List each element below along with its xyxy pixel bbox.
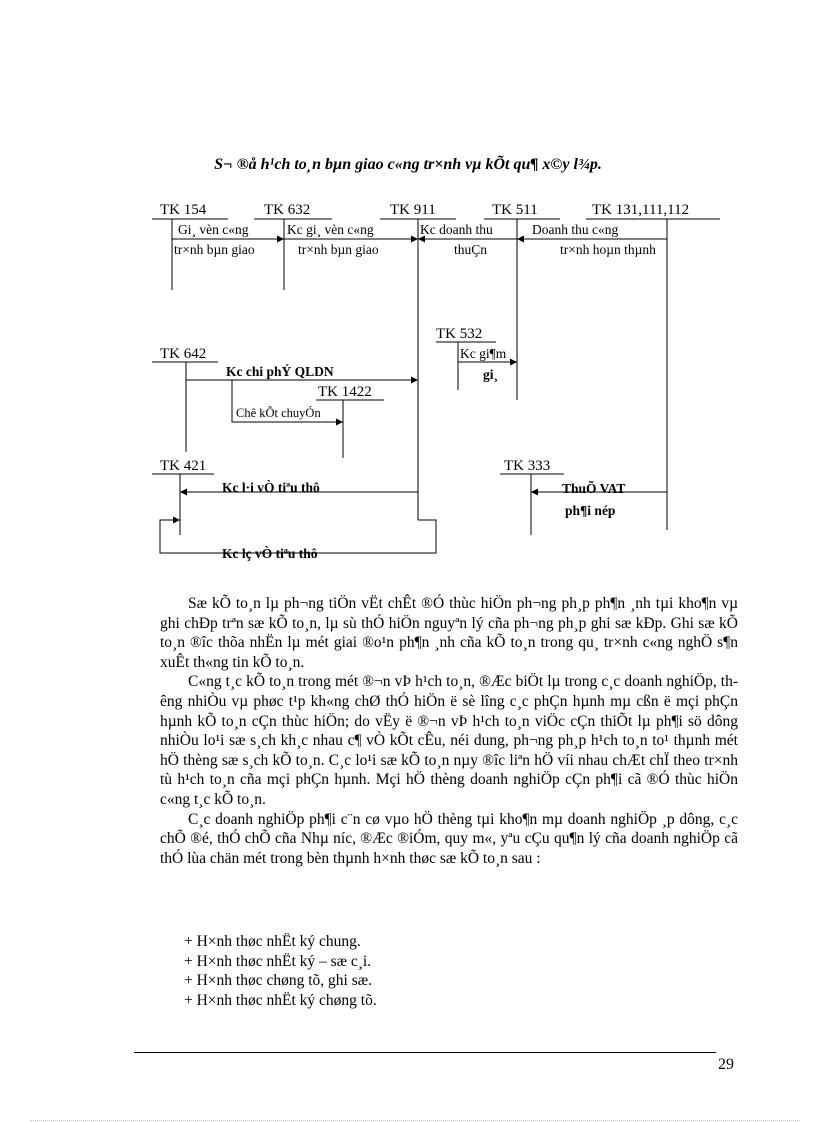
bookkeeping-form-list xyxy=(184,932,377,1010)
account-tk642: TK 642 xyxy=(160,346,207,362)
account-tk131: TK 131,111,112 xyxy=(592,202,690,218)
label-doanh-thu-1: Doanh thu c«ng xyxy=(532,222,619,237)
list-item: + H×nh thøc nhËt ký – sæ c¸i. xyxy=(184,952,372,970)
label-kc-doanh-thu-1: Kc doanh thu xyxy=(420,222,493,237)
account-tk911: TK 911 xyxy=(390,202,436,218)
label-thue-vat-2: ph¶i nép xyxy=(565,503,616,518)
label-thue-vat-1: ThuÕ VAT xyxy=(562,481,626,496)
label-gia-von-1: Gi¸ vèn c«ng xyxy=(178,222,249,237)
page-number: 29 xyxy=(718,1056,734,1073)
body-text xyxy=(160,594,738,868)
account-tk154: TK 154 xyxy=(160,202,207,218)
label-kc-lai: Kc l·i vÒ tiªu thô xyxy=(222,480,320,495)
paragraph-3: C¸c doanh nghiÖp ph¶i c¨n cø vµo hÖ thèng tµi kho¶n mµ doanh nghiÖp ¸p dông, c¸c chÕ ®é, thÓ chÕ cña Nhµ níc, ®Æc ®iÓm, quy m«, yªu cÇu qu¶n lý cña doanh nghiÖp cã thÓ lùa chän mét trong bèn thµnh h×nh thøc sæ kÕ to¸n sau : xyxy=(160,810,738,867)
footer-rule xyxy=(134,1052,716,1053)
account-tk421: TK 421 xyxy=(160,458,207,474)
account-tk1422: TK 1422 xyxy=(318,384,372,400)
page-edge-dots xyxy=(30,1120,800,1121)
paragraph-1: Sæ kÕ to¸n lµ ph¬ng tiÖn vËt chÊt ®Ó thùc hiÖn ph¬ng ph¸p ph¶n ¸nh tµi kho¶n vµ ghi chÐp trªn sæ kÕ to¸n, lµ sù thÓ hiÖn nguyªn lý cña ph¬ng ph¸p ghi sæ kÐp. Ghi sæ kÕ to¸n ®îc thõa nhËn lµ mét giai ®o¹n ph¶n ¸nh cña kÕ to¸n trong qu¸ tr×nh c«ng nghÖ s¶n xuÊt th«ng tin kÕ to¸n. xyxy=(160,595,738,671)
account-tk333: TK 333 xyxy=(504,458,551,474)
label-kc-lo: Kc lç vÒ tiªu thô xyxy=(222,546,318,561)
label-che-ket-chuyen: Chê kÕt chuyÓn xyxy=(236,406,321,420)
label-kc-giam-1: Kc gi¶m xyxy=(460,346,507,361)
paragraph-2: C«ng t¸c kÕ to¸n trong mét ®¬n vÞ h¹ch to¸n, ®Æc biÖt lµ trong c¸c doanh nghiÖp, thêng nhiÒu vµ phøc t¹p kh«ng chØ thÓ hiÖn ë sè lîng c¸c phÇn hµnh mµ cßn ë mçi phÇn hµnh kÕ to¸n cÇn thùc hiÖn; do vËy ë ®¬n vÞ h¹ch to¸n viÖc cÇn thiÕt lµ ph¶i sö dông nhiÒu lo¹i sæ s¸ch kh¸c nhau c¶ vÒ kÕt cÊu, néi dung, ph¬ng ph¸p h¹ch to¸n to¹ thµnh mét hÖ thèng sæ s¸ch kÕ to¸n. C¸c lo¹i sæ kÕ to¸n nµy ®îc liªn hÖ víi nhau chÆt chÏ theo tr×nh tù h¹ch to¸n cña mçi phÇn hµnh. Mçi hÖ thèng doanh nghiÖp cÇn ph¶i cã ®Ó thùc hiÖn c«ng t¸c kÕ to¸n. xyxy=(160,673,738,808)
account-tk511: TK 511 xyxy=(492,202,538,218)
list-item: + H×nh thøc chøng tõ, ghi sæ. xyxy=(184,972,372,990)
label-doanh-thu-2: tr×nh hoµn thµnh xyxy=(560,242,656,257)
label-kc-doanh-thu-2: thuÇn xyxy=(454,242,488,257)
diagram-title: S¬ ®å h¹ch to¸n bµn giao c«ng tr×nh vµ kÕt qu¶ x©y l¾p. xyxy=(214,156,602,173)
account-tk532: TK 532 xyxy=(436,326,483,342)
label-gia-von-2: tr×nh bµn giao xyxy=(174,242,255,257)
account-tk632: TK 632 xyxy=(264,202,311,218)
label-kc-chi-phi: Kc chi phÝ QLDN xyxy=(226,364,334,379)
label-kc-gia-von-2: tr×nh bµn giao xyxy=(298,242,379,257)
list-item: + H×nh thøc nhËt ký chung. xyxy=(184,933,361,950)
list-item: + H×nh thøc nhËt ký chøng tõ. xyxy=(184,991,377,1009)
label-kc-gia-von-1: Kc gi¸ vèn c«ng xyxy=(287,222,374,237)
label-kc-giam-2: gi¸ xyxy=(483,367,498,382)
